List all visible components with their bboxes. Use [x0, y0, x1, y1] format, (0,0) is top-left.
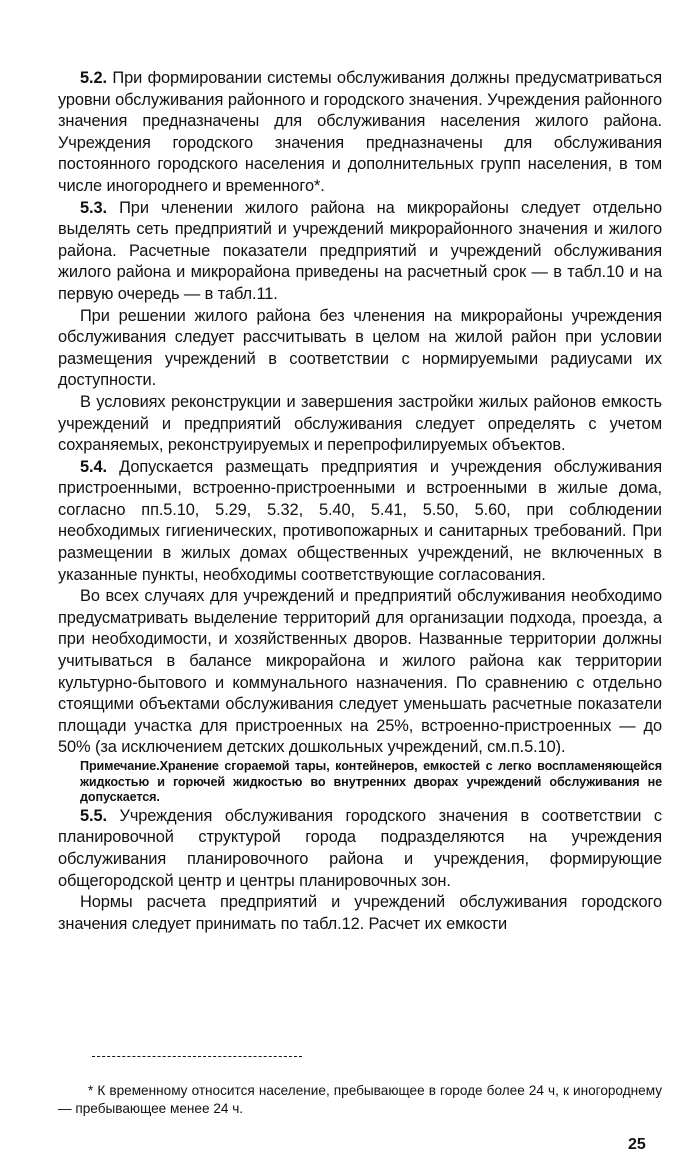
paragraph-text: Учреждения обслуживания городского значения в соответствии с планировочной структурой города подразделяются на учреждения обслуживания планировочного района и учреждения, формирующие общегородской центр и центры планировочных зон. [58, 806, 662, 890]
note-text: Хранение сгораемой тары, контейнеров, емкостей с легко воспламеняющейся жидкостью и горючей жидкостью во внутренних дворах учреждений обслуживания не допускается. [80, 759, 662, 805]
paragraph-text: При членении жилого района на микрорайоны следует отдельно выделять сеть предприятий и учреждений микрорайонного значения и жилого района. Расчетные показатели предприятий и учреждений обслуживания жилого района и микрорайона приведены на расчетный срок — в табл.10 и на первую очередь — в табл.11. [58, 198, 662, 303]
note-label: Примечание. [80, 759, 160, 773]
page-body [58, 68, 662, 935]
paragraph-text: Допускается размещать предприятия и учреждения обслуживания пристроенными, встроенно-пристроенными и встроенными в жилые дома, согласно пп.5.10, 5.29, 5.32, 5.40, 5.41, 5.50, 5.60, при соблюдении необходимых гигиенических, противопожарных и санитарных требований. При размещении в жилых домах общественных учреждений, не включенных в указанные пункты, необходимы соответствующие согласования. [58, 457, 662, 584]
paragraph-text: При формировании системы обслуживания должны предусматриваться уровни обслуживания районного и городского значения. Учреждения районного значения предназначены для обслуживания населения жилого района. Учреждения городского значения предназначены для обслуживания постоянного городского населения и дополнительных групп населения, в том числе иногороднего и временного*. [58, 69, 662, 195]
paragraph-text: При решении жилого района без членения на микрорайоны учреждения обслуживания следует рассчитывать в целом на жилой район при условии размещения учреждений в соответствии с нормируемыми радиусами их доступности. [58, 306, 662, 390]
note [58, 759, 662, 806]
paragraph-5-3 [58, 198, 662, 306]
footnote-separator [92, 1056, 302, 1057]
clause-number: 5.2. [80, 69, 107, 87]
page-number: 25 [628, 1136, 646, 1153]
clause-number: 5.4. [80, 457, 107, 476]
paragraph-text: В условиях реконструкции и завершения застройки жилых районов емкость учреждений и предприятий обслуживания следует определять с учетом сохраняемых, реконструируемых и перепрофилируемых объектов. [58, 392, 662, 455]
paragraph-text: Нормы расчета предприятий и учреждений обслуживания городского значения следует принимать по табл.12. Расчет их емкости [58, 893, 662, 933]
clause-number: 5.5. [80, 806, 107, 825]
paragraph-5-2 [58, 68, 662, 198]
paragraph-5-5 [58, 806, 662, 892]
footnote: * К временному относится население, пребывающее в городе более 24 ч, к иногороднему — пребывающее менее 24 ч. [58, 1082, 662, 1116]
clause-number: 5.3. [80, 198, 107, 217]
paragraph-5-4 [58, 457, 662, 587]
paragraph-text: Во всех случаях для учреждений и предприятий обслуживания необходимо предусматривать выделение территорий для организации подхода, проезда, а при необходимости, и хозяйственных дворов. Названные территории должны учитываться в балансе микрорайона и жилого района как территории культурно-бытового и коммунального назначения. По сравнению с отдельно стоящими объектами обслуживания следует уменьшать расчетные показатели площади участка для пристроенных на 25%, встроенно-пристроенных — до 50% (за исключением детских дошкольных учреждений, см.п.5.10). [58, 587, 662, 757]
